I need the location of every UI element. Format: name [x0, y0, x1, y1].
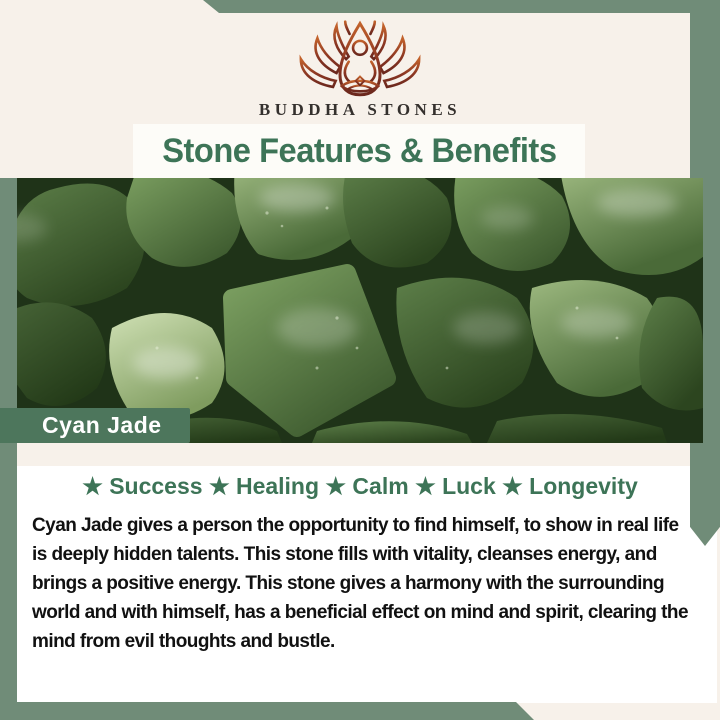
jade-stones-photo	[17, 178, 703, 443]
jade-stones-illustration	[17, 178, 703, 443]
frame-ribbon-top	[203, 0, 720, 13]
benefits-line: ★ Success ★ Healing ★ Calm ★ Luck ★ Longevity	[82, 473, 638, 499]
brand-logo	[0, 20, 720, 100]
description-line: brings a positive energy. This stone gives a harmony with the surrounding	[32, 573, 665, 594]
stone-name-label: Cyan Jade	[42, 412, 162, 438]
brand-name: BUDDHA STONES	[258, 100, 462, 119]
stone-name-tag	[0, 408, 190, 443]
description-line: is deeply hidden talents. This stone fills with vitality, cleanses energy, and	[32, 544, 657, 565]
page-title: Stone Features & Benefits	[161, 131, 557, 170]
frame-ribbon-bottom	[0, 702, 534, 720]
description-line: world and with himself, has a beneficial effect on mind and spirit, clearing the	[32, 602, 688, 623]
headline-banner	[133, 124, 585, 178]
description-line: mind from evil thoughts and bustle.	[32, 631, 335, 652]
frame-ribbon-left	[0, 178, 17, 720]
stone-description	[32, 511, 692, 656]
lotus-meditation-icon	[275, 20, 445, 100]
description-line: Cyan Jade gives a person the opportunity to find himself, to show in real life	[32, 515, 679, 536]
